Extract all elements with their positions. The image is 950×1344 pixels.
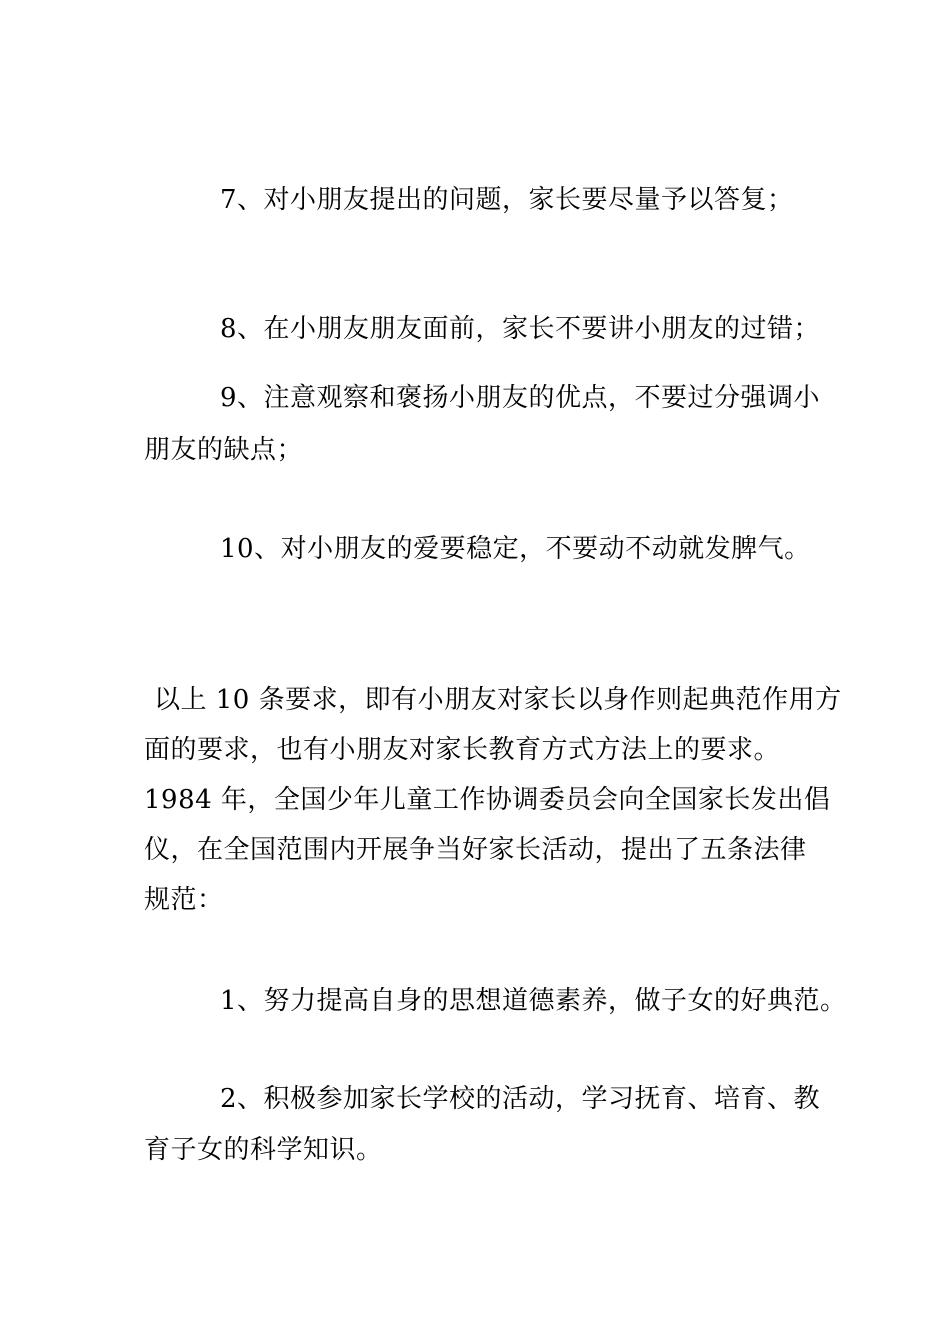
list-item-7: 7、对小朋友提出的问题，家长要尽量予以答复； [220,185,794,215]
paragraph-line-2: 面的要求，也有小朋友对家长教育方式方法上的要求。 [144,735,781,765]
law-item-2-line-1: 2、积极参加家长学校的活动，学习抚育、培育、教 [220,1084,821,1114]
paragraph-line-3: 1984 年，全国少年儿童工作协调委员会向全国家长发出倡 [144,785,831,815]
paragraph-line-5: 规范： [144,885,224,915]
list-item-9-line-1: 9、注意观察和褒扬小朋友的优点，不要过分强调小 [220,383,821,413]
list-item-10: 10、对小朋友的爱要稳定，不要动不动就发脾气。 [220,534,811,564]
law-item-2-line-2: 育子女的科学知识。 [144,1135,383,1165]
paragraph-line-4: 仪，在全国范围内开展争当好家长活动，提出了五条法律 [144,835,807,865]
list-item-9-line-2: 朋友的缺点； [144,435,304,465]
list-item-8: 8、在小朋友朋友面前，家长不要讲小朋友的过错； [220,314,821,344]
paragraph-line-1: 以上 10 条要求，即有小朋友对家长以身作则起典范作用方 [154,685,842,715]
law-item-1: 1、努力提高自身的思想道德素养，做子女的好典范。 [220,986,847,1016]
